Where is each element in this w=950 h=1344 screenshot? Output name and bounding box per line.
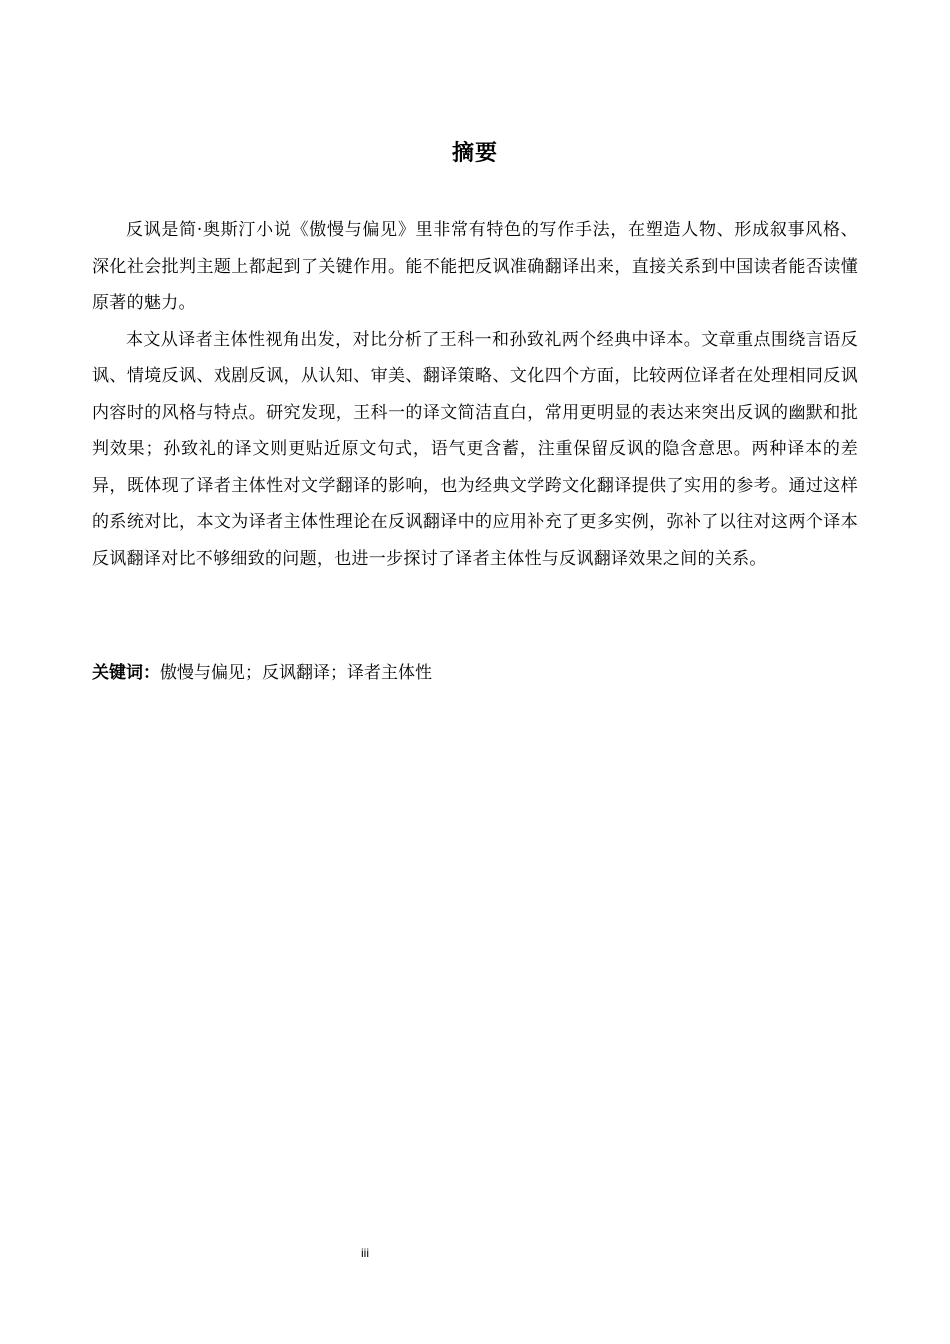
- abstract-paragraph-2: 本文从译者主体性视角出发，对比分析了王科一和孙致礼两个经典中译本。文章重点围绕言语反讽、情境反讽、戏剧反讽，从认知、审美、翻译策略、文化四个方面，比较两位译者在处理相同反讽内容时的风格与特点。研究发现，王科一的译文简洁直白，常用更明显的表达来突出反讽的幽默和批判效果；孙致礼的译文则更贴近原文句式，语气更含蓄，注重保留反讽的隐含意思。两种译本的差异，既体现了译者主体性对文学翻译的影响，也为经典文学跨文化翻译提供了实用的参考。通过这样的系统对比，本文为译者主体性理论在反讽翻译中的应用补充了更多实例，弥补了以往对这两个译本反讽翻译对比不够细致的问题，也进一步探讨了译者主体性与反讽翻译效果之间的关系。: [92, 329, 858, 569]
- keywords-label: 关键词：: [92, 663, 160, 683]
- keywords-line: [92, 658, 858, 688]
- page-number: iii: [361, 1246, 369, 1260]
- keywords-text: 傲慢与偏见；反讽翻译；译者主体性: [160, 663, 432, 683]
- abstract-body: [92, 212, 858, 577]
- abstract-paragraph-1: 反讽是简·奥斯汀小说《傲慢与偏见》里非常有特色的写作手法，在塑造人物、形成叙事风格、深化社会批判主题上都起到了关键作用。能不能把反讽准确翻译出来，直接关系到中国读者能否读懂原著的魅力。: [92, 220, 858, 313]
- page-title: 摘要: [451, 141, 498, 166]
